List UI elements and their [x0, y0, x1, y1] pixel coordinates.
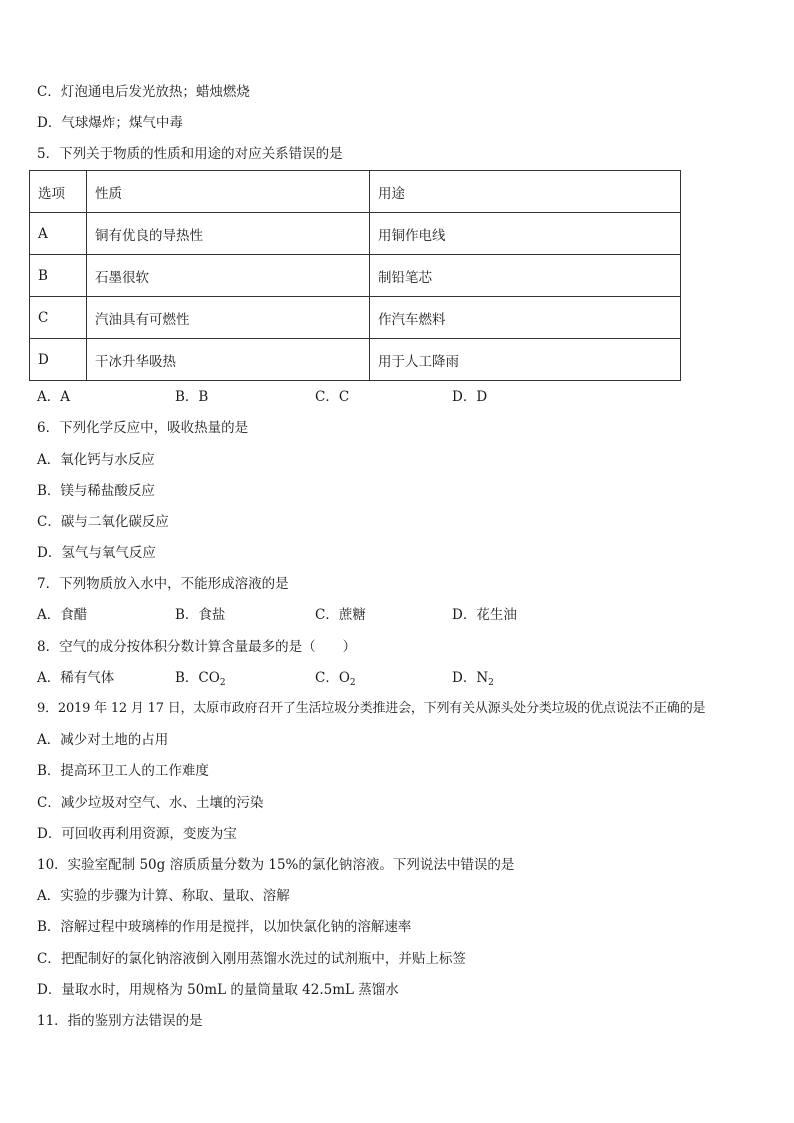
q10-option-c: C．把配制好的氯化钠溶液倒入刚用蒸馏水洗过的试剂瓶中，并贴上标签 [37, 951, 466, 967]
table-cell: 作汽车燃料 [370, 297, 681, 339]
q10-option-d: D．量取水时，用规格为 50mL 的量筒量取 42.5mL 蒸馏水 [37, 982, 399, 998]
q9-option-c: C．减少垃圾对空气、水、土壤的污染 [37, 795, 264, 811]
table-cell: 铜有优良的导热性 [87, 213, 370, 255]
property-use-table [29, 170, 681, 381]
q8-option-d [452, 669, 494, 692]
table-cell: B [30, 255, 87, 297]
q7-option-b: B．食盐 [175, 607, 226, 623]
q10-option-a: A．实验的步骤为计算、称取、量取、溶解 [37, 888, 290, 904]
table-cell: 石墨很软 [87, 255, 370, 297]
q5-option-c: C．C [315, 389, 350, 405]
table-cell: 干冰升华吸热 [87, 339, 370, 381]
table-cell: A [30, 213, 87, 255]
table-cell: 用铜作电线 [370, 213, 681, 255]
q9-option-a: A．减少对土地的占用 [37, 732, 169, 748]
table-cell: 用于人工降雨 [370, 339, 681, 381]
q8-option-c-text: C．O [315, 670, 350, 686]
q8-option-b-subscript: 2 [219, 678, 226, 688]
q5-option-b: B．B [175, 389, 209, 405]
q6-option-d: D．氢气与氧气反应 [37, 545, 156, 561]
q6-option-a: A．氧化钙与水反应 [37, 452, 155, 468]
table-row [30, 339, 681, 381]
q8-option-c [315, 669, 356, 692]
q9-stem: 9．2019 年 12 月 17 日，太原市政府召开了生活垃圾分类推进会，下列有关从源头处分类垃圾的优点说法不正确的是 [37, 701, 706, 716]
table-row [30, 255, 681, 297]
q8-option-d-subscript: 2 [488, 678, 494, 688]
q7-option-a: A．食醋 [37, 607, 88, 623]
q9-option-d: D．可回收再利用资源，变废为宝 [37, 826, 237, 842]
q7-option-c: C．蔗糖 [315, 607, 366, 623]
q6-option-c: C．碳与二氧化碳反应 [37, 514, 169, 530]
q5-stem: 5．下列关于物质的性质和用途的对应关系错误的是 [37, 146, 343, 162]
q5-option-a: A．A [37, 389, 70, 405]
q7-stem: 7．下列物质放入水中，不能形成溶液的是 [37, 576, 289, 592]
q8-option-d-text: D．N [452, 670, 489, 686]
table-row [30, 297, 681, 339]
q8-option-b [175, 669, 226, 692]
q5-option-d: D．D [452, 389, 488, 405]
q6-stem: 6．下列化学反应中，吸收热量的是 [37, 420, 249, 436]
table-header-row [30, 171, 681, 213]
table-row [30, 213, 681, 255]
table-header-cell: 用途 [370, 171, 681, 213]
table-cell: 汽油具有可燃性 [87, 297, 370, 339]
table-cell: 制铅笔芯 [370, 255, 681, 297]
q8-option-b-text: B．CO [175, 670, 220, 686]
q4-option-c: C．灯泡通电后发光放热；蜡烛燃烧 [37, 84, 250, 100]
table-cell: D [30, 339, 87, 381]
q8-stem: 8．空气的成分按体积分数计算含量最多的是（ ） [37, 639, 357, 655]
table-header-cell: 选项 [30, 171, 87, 213]
table-cell: C [30, 297, 87, 339]
q7-option-d: D．花生油 [452, 607, 517, 623]
q11-stem: 11．指的鉴别方法错误的是 [37, 1013, 203, 1029]
q8-option-c-subscript: 2 [349, 678, 356, 688]
q8-option-a-text: A．稀有气体 [37, 670, 115, 686]
q4-option-d: D．气球爆炸；煤气中毒 [37, 115, 183, 131]
q6-option-b: B．镁与稀盐酸反应 [37, 483, 155, 499]
q8-option-a [37, 669, 114, 687]
q10-stem: 10．实验室配制 50g 溶质质量分数为 15%的氯化钠溶液。下列说法中错误的是 [37, 857, 515, 873]
q9-option-b: B．提高环卫工人的工作难度 [37, 763, 209, 779]
q10-option-b: B．溶解过程中玻璃棒的作用是搅拌，以加快氯化钠的溶解速率 [37, 919, 412, 935]
table-header-cell: 性质 [87, 171, 370, 213]
